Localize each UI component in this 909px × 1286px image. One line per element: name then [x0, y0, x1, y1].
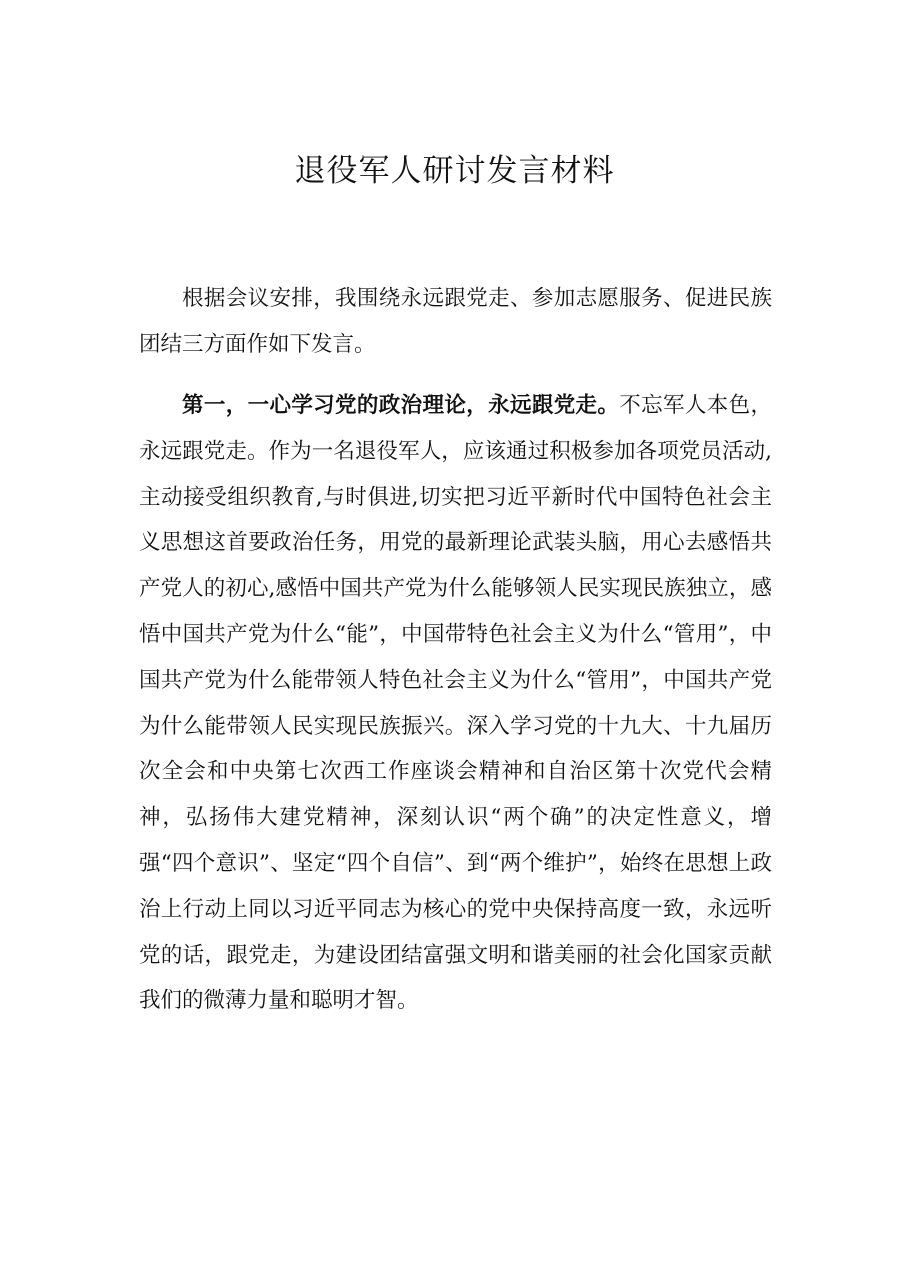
paragraph-first-point — [139, 383, 772, 1024]
paragraph-first-point-text: 不忘军人本色，永远跟党走。作为一名退役军人，应该通过积极参加各项党员活动,主动接受组织教育,与时俱进,切实把习近平新时代中国特色社会主义思想这首要政治任务，用党的最新理论武装头脑，用心去感悟共产党人的初心,感悟中国共产党为什么能够领人民实现民族独立，感悟中国共产党为什么“能”，中国带特色社会主义为什么“管用”，中国共产党为什么能带领人特色社会主义为什么“管用”，中国共产党为什么能带领人民实现民族振兴。深入学习党的十九大、十九届历次全会和中央第七次西工作座谈会精神和自治区第十次党代会精神，弘扬伟大建党精神，深刻认识“两个确”的决定性意义，增强“四个意识”、坚定“四个自信”、到“两个维护”，始终在思想上政治上行动上同以习近平同志为核心的党中央保持高度一致，永远听党的话，跟党走，为建设团结富强文明和谐美丽的社会化国家贡献我们的微薄力量和聪明才智。 — [139, 393, 772, 1014]
document-title: 退役军人研讨发言材料 — [294, 153, 615, 189]
paragraph-first-point-heading: 第一，一心学习党的政治理论，永远跟党走。 — [182, 393, 620, 418]
paragraph-intro — [139, 276, 772, 368]
paragraph-intro-text: 根据会议安排，我围绕永远跟党走、参加志愿服务、促进民族团结三方面作如下发言。 — [139, 286, 772, 357]
